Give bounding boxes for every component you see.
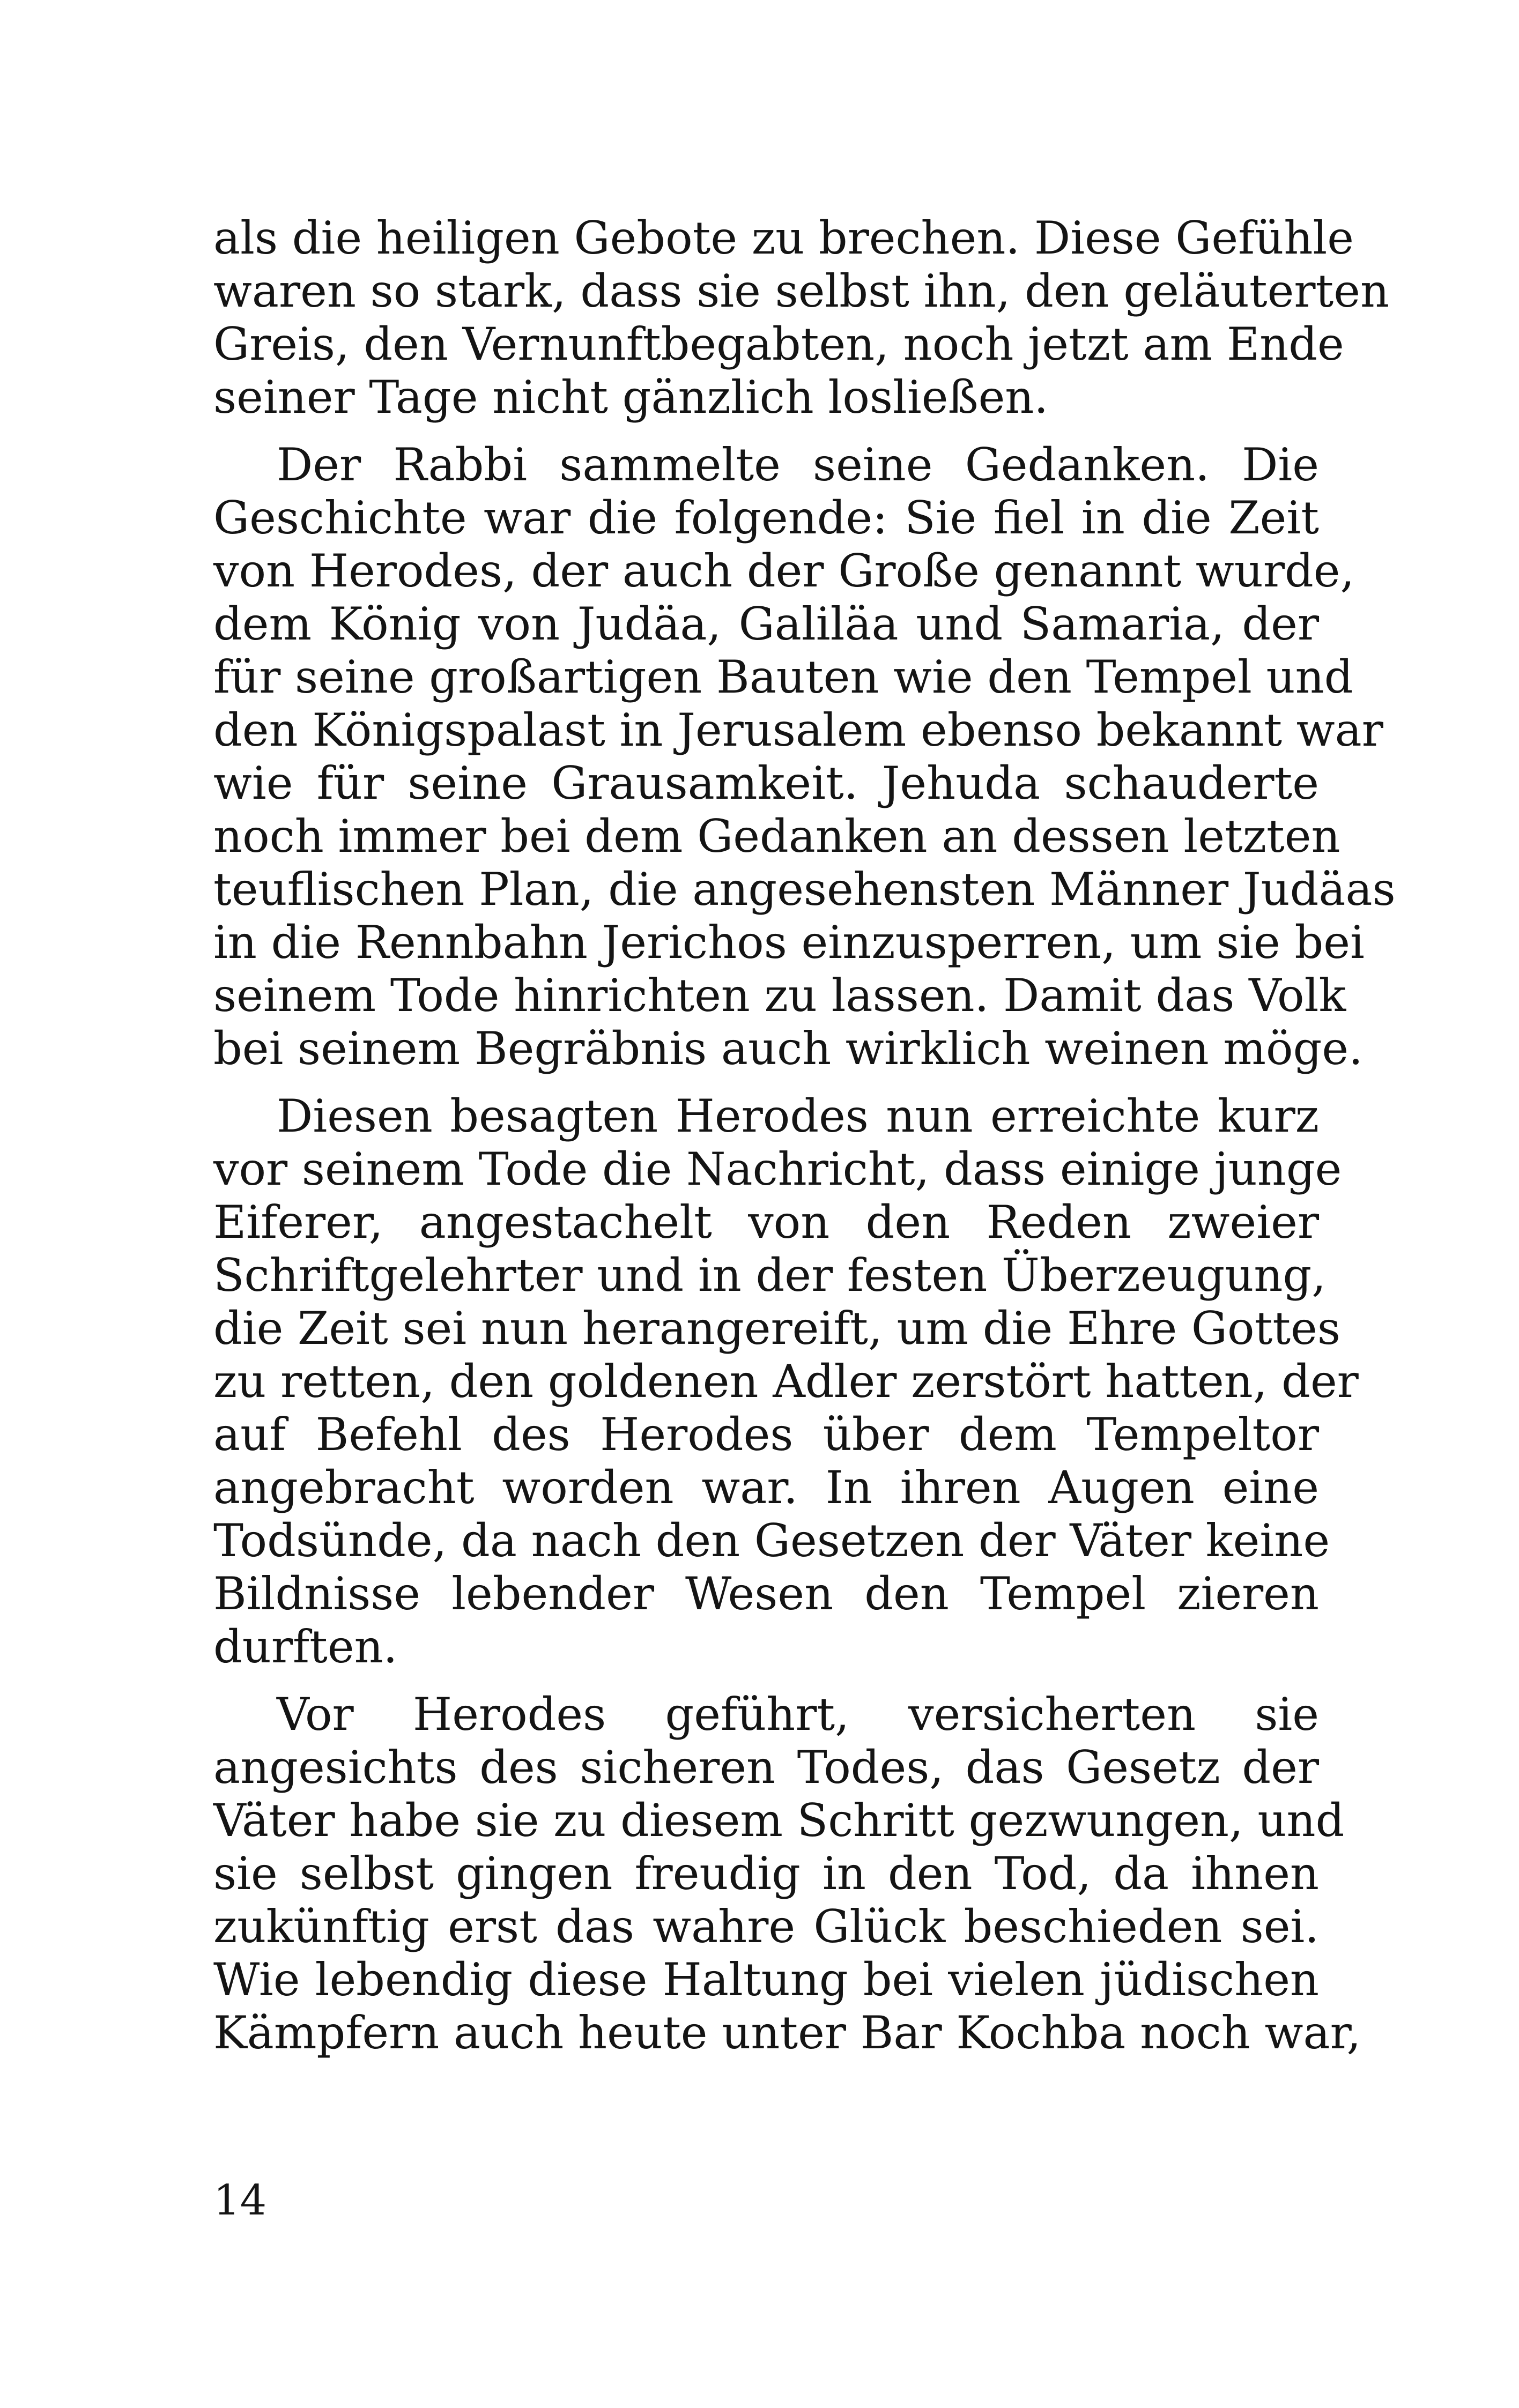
text-line: Bildnisse lebender Wesen den Tempel zieren [213,1567,1319,1620]
text-line: Greis, den Vernunftbegabten, noch jetzt am Ende [213,318,1344,370]
text-line: sie selbst gingen freudig in den Tod, da ihnen [213,1847,1319,1900]
text-line: noch immer bei dem Gedanken an dessen letzten [213,810,1340,863]
text-line: für seine großartigen Bauten wie den Tempel und [213,651,1353,703]
text-line: zukünftig erst das wahre Glück beschieden sei. [213,1900,1319,1953]
text-line: zu retten, den goldenen Adler zerstört hatten, der [213,1355,1359,1408]
text-line: Wie lebendig diese Haltung bei vielen jüdischen [213,1953,1319,2006]
text-line: waren so stark, dass sie selbst ihn, den geläuterten [213,265,1390,317]
text-line: Vor Herodes geführt, versicherten sie [277,1688,1319,1741]
text-line: seiner Tage nicht gänzlich losließen. [213,371,1049,423]
text-line: Schriftgelehrter und in der festen Überzeugung, [213,1249,1326,1302]
text-line: teuflischen Plan, die angesehensten Männer Judäas [213,863,1396,916]
text-line: Diesen besagten Herodes nun erreichte kurz [277,1090,1319,1142]
paragraph-1 [213,212,1390,424]
text-line: Todsünde, da nach den Gesetzen der Väter keine [213,1514,1330,1567]
paragraph-3 [213,1090,1359,1674]
body-text [213,212,1396,2060]
text-line: Geschichte war die folgende: Sie fiel in die Zeit [213,492,1319,544]
paragraph-2 [213,439,1396,1075]
text-line: von Herodes, der auch der Große genannt wurde, [213,545,1355,597]
text-line: bei seinem Begräbnis auch wirklich weinen möge. [213,1022,1363,1075]
text-line: in die Rennbahn Jerichos einzusperren, um sie bei [213,916,1365,969]
text-line: Kämpfern auch heute unter Bar Kochba noch war, [213,2006,1361,2059]
text-line: Eiferer, angestachelt von den Reden zweier [213,1196,1319,1248]
text-line: angesichts des sicheren Todes, das Gesetz der [213,1741,1319,1794]
text-line: dem König von Judäa, Galiläa und Samaria, der [213,598,1319,650]
text-line: vor seinem Tode die Nachricht, dass einige junge [213,1143,1342,1195]
text-line: wie für seine Grausamkeit. Jehuda schauderte [213,757,1319,809]
text-line: Väter habe sie zu diesem Schritt gezwungen, und [213,1794,1345,1847]
text-line: Der Rabbi sammelte seine Gedanken. Die [277,439,1319,491]
text-line: seinem Tode hinrichten zu lassen. Damit das Volk [213,969,1346,1022]
text-line: als die heiligen Gebote zu brechen. Diese Gefühle [213,212,1354,264]
text-line: die Zeit sei nun herangereift, um die Ehre Gottes [213,1302,1340,1355]
page-number: 14 [213,2176,267,2225]
text-line: auf Befehl des Herodes über dem Tempeltor [213,1408,1319,1461]
text-line: den Königspalast in Jerusalem ebenso bekannt war [213,704,1383,756]
paragraph-4 [213,1688,1361,2060]
text-line: durften. [213,1621,398,1673]
text-line: angebracht worden war. In ihren Augen eine [213,1461,1319,1514]
